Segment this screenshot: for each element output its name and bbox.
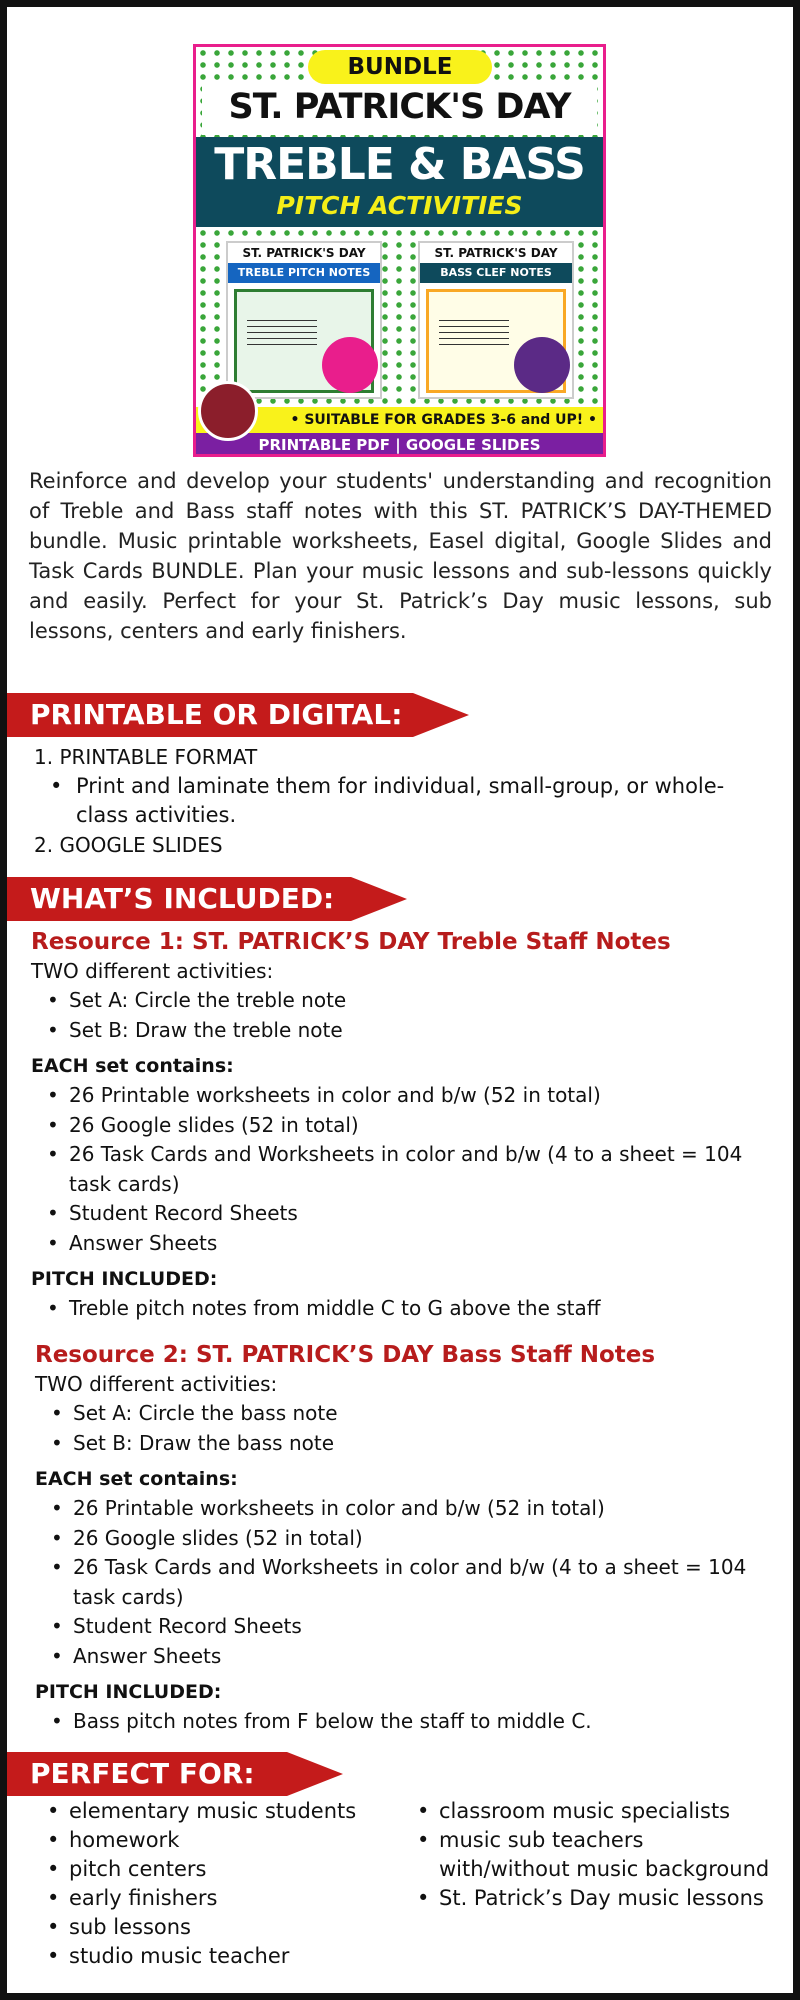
intro-paragraph: Reinforce and develop your students' understanding and recognition of Treble and Bass staff notes with this ST. PATRICK’S DAY-THEMED bundle. Music printable worksheets, Easel digital, Google Slides and Task Cards BUNDLE. Plan your music lessons and sub-lessons quickly and easily. Perfect for your St. Patrick’s Day music lessons, sub lessons, centers and early finishers. [29, 469, 772, 643]
cover-title-band [196, 137, 603, 227]
music-teacher-logo-icon [198, 381, 258, 441]
treble-product-thumbnail: ST. PATRICK'S DAY TREBLE PITCH NOTES [226, 241, 382, 399]
printable-list: 1. PRINTABLE FORMAT • Print and laminate them for individual, small-group, or whole-class activities. 2. GOOGLE SLIDES [34, 742, 774, 860]
section-banner-perfect: PERFECT FOR: [7, 1752, 287, 1796]
bass-product-thumbnail: ST. PATRICK'S DAY BASS CLEF NOTES [418, 241, 574, 399]
perfect-for-right: • classroom music specialists • music sub teachers with/without music background • St. Patrick’s Day music lessons [401, 1797, 779, 1913]
resource-2: Resource 2: ST. PATRICK’S DAY Bass Staff Notes TWO different activities: • Set A: Circle the bass note • Set B: Draw the bass note EACH set contains: • 26 Printable worksheets in color and b/w (52 in total) • 26 Google slides (52 in total) • 26 Task Cards and Worksheets in color and b/w (4 to a sheet = 104 task cards) • Student Record Sheets • Answer Sheets PITCH INCLUDED: • Bass pitch notes from F below the staff to middle C. [35, 1340, 776, 1737]
cover-title-line1: ST. PATRICK'S DAY [228, 87, 571, 127]
resource-2-heading: Resource 2: ST. PATRICK’S DAY Bass Staff Notes [35, 1342, 656, 1368]
cover-title-line3: PITCH ACTIVITIES [276, 191, 523, 220]
resource-1-heading: Resource 1: ST. PATRICK’S DAY Treble Staff Notes [31, 929, 671, 955]
perfect-for-left: • elementary music students • homework • pitch centers • early finishers • sub lessons • studio music teacher [31, 1797, 401, 1971]
resource-1: Resource 1: ST. PATRICK’S DAY Treble Staff Notes TWO different activities: • Set A: Circle the treble note • Set B: Draw the treble note EACH set contains: • 26 Printable worksheets in color and b/w (52 in total) • 26 Google slides (52 in total) • 26 Task Cards and Worksheets in color and b/w (4 to a sheet = 104 task cards) • Student Record Sheets • Answer Sheets PITCH INCLUDED: • Treble pitch notes from middle C to G above the staff [31, 927, 776, 1324]
bass-pitch-badge-icon [514, 337, 570, 393]
section-banner-printable: PRINTABLE OR DIGITAL: [7, 693, 413, 737]
cover-title-line2: TREBLE & BASS [214, 139, 585, 190]
bundle-badge: BUNDLE [308, 50, 492, 84]
format-banner: PRINTABLE PDF | GOOGLE SLIDES [196, 433, 603, 457]
product-cover-image [193, 44, 606, 457]
cover-product-previews [196, 227, 603, 407]
treble-pitch-badge-icon [322, 337, 378, 393]
grade-banner: • SUITABLE FOR GRADES 3-6 and UP! • [196, 407, 603, 433]
section-banner-included: WHAT’S INCLUDED: [7, 877, 351, 921]
